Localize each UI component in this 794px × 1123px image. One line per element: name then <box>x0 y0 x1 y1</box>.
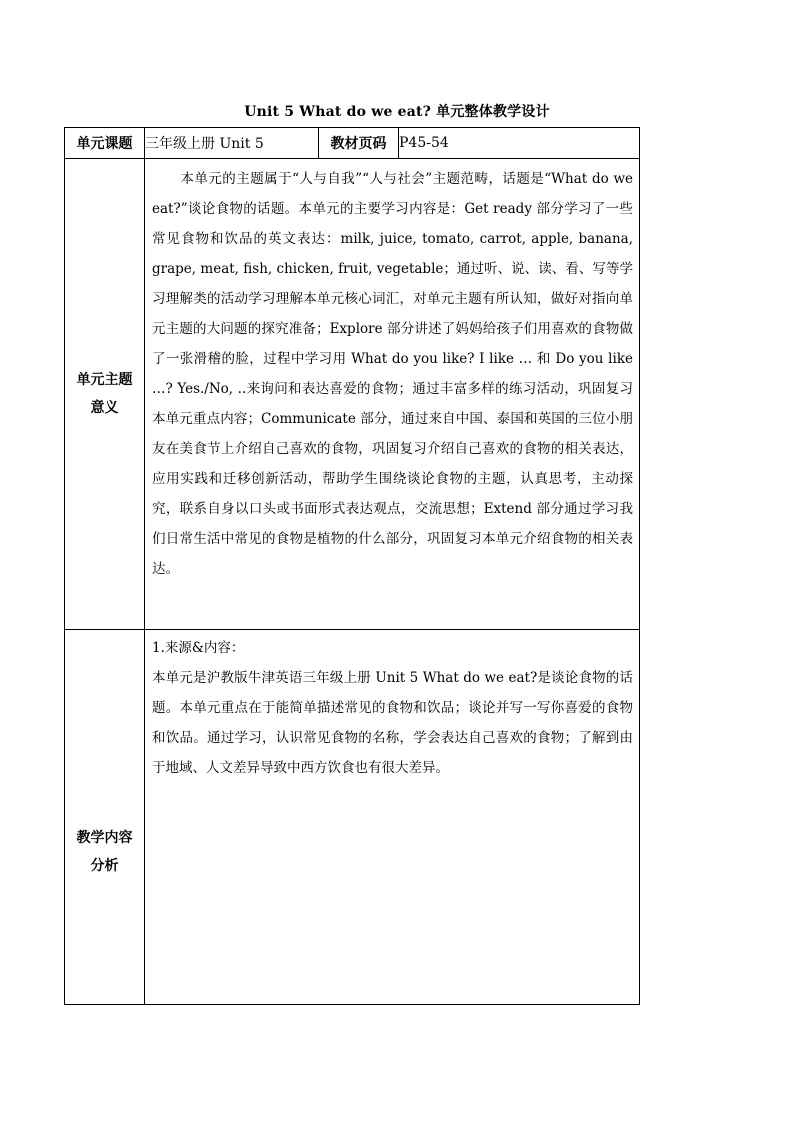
analysis-label-line2: 分析 <box>90 858 119 874</box>
analysis-label <box>65 630 145 1005</box>
theme-row <box>65 159 640 630</box>
pages-label: 教材页码 <box>319 128 399 159</box>
analysis-content <box>145 630 640 1005</box>
unit-topic-value: 三年级上册 Unit 5 <box>145 128 319 159</box>
header-row <box>65 128 640 159</box>
unit-topic-label: 单元课题 <box>65 128 145 159</box>
analysis-block <box>145 630 639 783</box>
theme-text: 本单元的主题属于“人与自我”“人与社会”主题范畴，话题是“What do we eat?”谈论食物的话题。本单元的主要学习内容是：Get ready 部分学习了一些常见食物和饮品的英文表达：milk, juice, tomato, carrot, apple, banana, grape, meat, fish, chicken, fruit, vegetable；通过听、说、读、看、写等学习理解类的活动学习理解本单元核心词汇，对单元主题有所认知，做好对指向单元主题的大问题的探究准备；Explore 部分讲述了妈妈给孩子们用喜欢的食物做了一张滑稽的脸，过程中学习用 What do you like? I like … 和 Do you like …? Yes./No, ..来询问和表达喜爱的食物；通过丰富多样的练习活动，巩固复习本单元重点内容；Communicate 部分，通过来自中国、泰国和英国的三位小朋友在美食节上介绍自己喜欢的食物，巩固复习介绍自己喜欢的食物的相关表达，应用实践和迁移创新活动，帮助学生围绕谈论食物的主题，认真思考，主动探究，联系自身以口头或书面形式表达观点，交流思想；Extend 部分通过学习我们日常生活中常见的食物是植物的什么部分，巩固复习本单元介绍食物的相关表达。 <box>152 171 633 577</box>
theme-paragraph <box>145 159 639 584</box>
theme-label-line1: 单元主题 <box>76 372 133 388</box>
analysis-row <box>65 630 640 1005</box>
document-title: Unit 5 What do we eat? 单元整体教学设计 <box>244 104 550 120</box>
theme-content <box>145 159 640 630</box>
analysis-heading: 1.来源&内容： <box>152 640 245 656</box>
lesson-design-table <box>64 127 640 1005</box>
analysis-text: 本单元是沪教版牛津英语三年级上册 Unit 5 What do we eat?是谈论食物的话题。本单元重点在于能简单描述常见的食物和饮品；谈论并写一写你喜爱的食物和饮品。通过学习，认识常见食物的名称，学会表达自己喜欢的食物；了解到由于地域、人文差异导致中西方饮食也有很大差异。 <box>152 670 633 776</box>
theme-label <box>65 159 145 630</box>
analysis-label-line1: 教学内容 <box>76 830 133 846</box>
pages-value: P45-54 <box>399 128 640 159</box>
theme-label-line2: 意义 <box>90 400 119 416</box>
